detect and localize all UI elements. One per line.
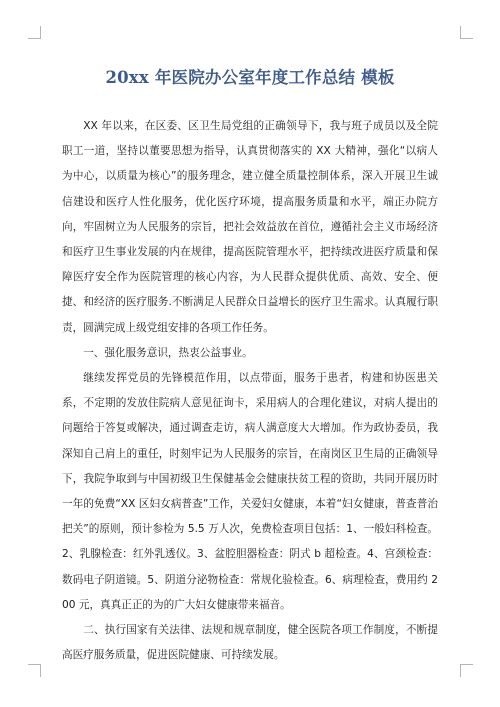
crop-mark-bottom-right: [460, 664, 473, 677]
crop-mark-top-right: [460, 26, 473, 39]
crop-mark-top-left: [28, 26, 41, 39]
document-title: 20xx 年医院办公室年度工作总结 模板: [105, 68, 395, 87]
crop-mark-bottom-left: [28, 664, 41, 677]
section-heading-2: 二、执行国家有关法律、法规和规章制度，健全医院各项工作制度，不断提高医疗服务质量，促进医院健康、可持续发展。: [62, 624, 438, 662]
paragraph-section-1: 继续发挥党员的先锋模范作用，以点带面，服务于患者，构建和协医患关系，不定期的发放住院病人意见征询卡，采用病人的合理化建议，对病人提出的问题给于答复或解决，通过调查走访，病人满意度大大增加。作为政协委员，我深知自己肩上的重任，时刻牢记为人民服务的宗旨，在南岗区卫生局的正确领导下，我院争取到与中国初级卫生保健基金会健康扶贫工程的资助，共同开展历时一年的免费“XX 区妇女病普查”工作，关爱妇女健康，本着“妇女健康，普查普治把关”的原则，预计参检为 5.5 万人次，免费检查项目包括：1、一般妇科检查。2、乳腺检查：红外乳透仪。3、盆腔胆器检查：阴式 b 超检查。4、宫颈检查：数码电子阴道镜。5、阴道分泌物检查：常规化验检查。6、病理检查，费用约 200 元，真真正正的为的广大妇女健康带来福音。: [62, 372, 438, 611]
section-heading-1: 一、强化服务意识，热衷公益事业。: [83, 346, 253, 359]
paragraph-intro: XX 年以来，在区委、区卫生局党组的正确领导下，我与班子成员以及全院职工一道，坚持以董要思想为指导，认真贯彻落实的 XX 大精神，强化“以病人为中心，以质量为核心”的服务理念，建立健全质量控制体系，深入开展卫生诚信建设和医疗人性化服务，优化医疗环境，提高服务质量和水平，端正办院方向，牢固树立为人民服务的宗旨，把社会效益放在首位，遵循社会主义市场经济和医疗卫生事业发展的内在规律，提高医院管理水平，把持续改进医疗质量和保障医疗安全作为医院管理的核心内容，为人民群众提供优质、高效、安全、便捷、和经济的医疗服务.不断满足人民群众日益增长的医疗卫生需求。认真履行职责，圆满完成上级党组安排的各项工作任务。: [62, 120, 438, 334]
document-body: [62, 114, 438, 668]
